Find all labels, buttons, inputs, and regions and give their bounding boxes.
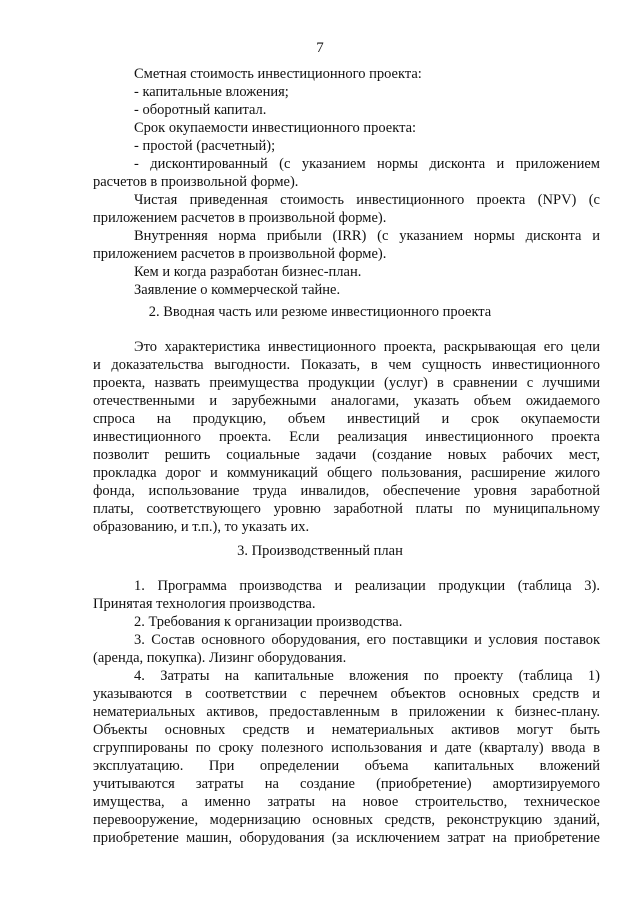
text-line: 3. Состав основного оборудования, его поставщики и условия поставок xyxy=(134,632,600,648)
text-line: - капитальные вложения; xyxy=(134,84,289,100)
section-heading: 3. Производственный план xyxy=(237,543,403,559)
text-line: эксплуатацию. При определении объема капитальных вложений xyxy=(93,758,600,774)
text-line: Срок окупаемости инвестиционного проекта: xyxy=(134,120,417,136)
text-line: приложением расчетов в произвольной форме). xyxy=(93,210,387,226)
text-line: учитываются затраты на создание (приобретение) амортизируемого xyxy=(93,776,600,792)
text-line: указываются в соответствии с перечнем объектов основных средств и xyxy=(93,686,600,702)
text-line: 1. Программа производства и реализации продукции (таблица 3). xyxy=(134,578,600,594)
text-line: 4. Затраты на капитальные вложения по проекту (таблица 1) xyxy=(134,668,600,684)
text-line: Сметная стоимость инвестиционного проекта: xyxy=(134,66,422,82)
page-number: 7 xyxy=(316,40,324,56)
text-line: - простой (расчетный); xyxy=(134,138,276,154)
text-line: позволит решить социальные задачи (создание новых рабочих мест, xyxy=(93,447,600,463)
text-line: Принятая технология производства. xyxy=(93,596,316,612)
text-line: и доказательства выгодности. Показать, в чем сущность инвестиционного xyxy=(93,357,600,373)
text-line: - дисконтированный (с указанием нормы дисконта и приложением xyxy=(134,156,600,172)
text-line: Заявление о коммерческой тайне. xyxy=(134,282,341,298)
text-line: отечественными и зарубежными аналогами, указать объем ожидаемого xyxy=(93,393,600,409)
text-line: расчетов в произвольной форме). xyxy=(93,174,299,190)
text-line: Кем и когда разработан бизнес-план. xyxy=(134,264,362,280)
text-line: проекта, назвать преимущества продукции (услуг) в сравнении с лучшими xyxy=(93,375,600,391)
text-line: спроса на продукцию, объем инвестиций и срок окупаемости xyxy=(93,411,600,427)
text-line: - оборотный капитал. xyxy=(134,102,267,118)
text-line: сгруппированы по сроку полезного использования и дате (кварталу) ввода в xyxy=(93,740,600,756)
section-heading: 2. Вводная часть или резюме инвестиционного проекта xyxy=(148,304,492,320)
text-line: приобретение машин, оборудования (за исключением затрат на приобретение xyxy=(93,830,600,846)
text-line: инвестиционного проекта. Если реализация инвестиционного проекта xyxy=(93,429,600,445)
text-line: Объекты основных средств и нематериальных активов могут быть xyxy=(93,722,600,738)
text-line: приложением расчетов в произвольной форме). xyxy=(93,246,387,262)
text-line: нематериальных активов, предоставленным в приложении к бизнес-плану. xyxy=(93,704,600,720)
text-line: имущества, а именно затраты на новое строительство, техническое xyxy=(93,794,600,810)
text-line: образованию, и т.п.), то указать их. xyxy=(93,519,310,535)
text-line: Это характеристика инвестиционного проекта, раскрывающая его цели xyxy=(134,339,600,355)
text-line: фонда, использование труда инвалидов, обеспечение уровня заработной xyxy=(93,483,600,499)
text-line: прокладка дорог и коммуникаций общего пользования, расширение жилого xyxy=(93,465,600,481)
text-line: 2. Требования к организации производства. xyxy=(134,614,403,630)
text-line: Внутренняя норма прибыли (IRR) (с указанием нормы дисконта и xyxy=(134,228,600,244)
text-line: (аренда, покупка). Лизинг оборудования. xyxy=(93,650,347,666)
text-line: перевооружение, модернизацию основных средств, реконструкцию зданий, xyxy=(93,812,600,828)
text-line: платы, соответствующего уровню заработной платы по муниципальному xyxy=(93,501,600,517)
text-line: Чистая приведенная стоимость инвестиционного проекта (NPV) (с xyxy=(134,192,600,208)
